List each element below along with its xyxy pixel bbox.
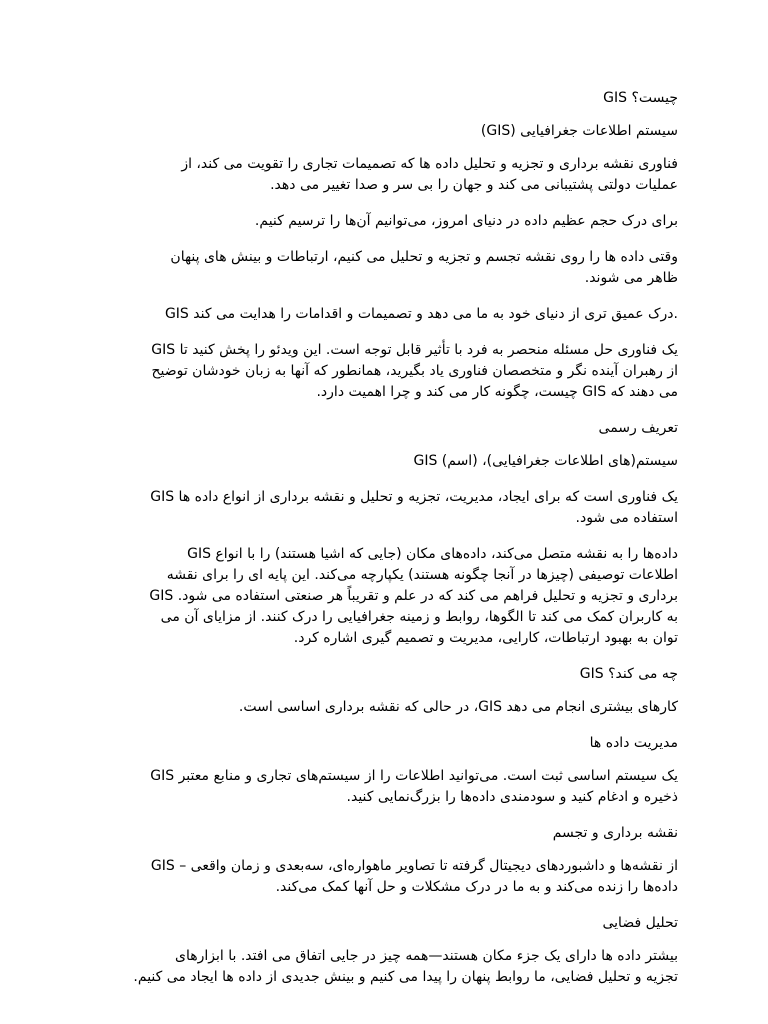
text-line: برداری و تجزیه و تحلیل فراهم می کند که در علم و تقریباً هر صنعتی استفاده می شود. GIS [149,588,678,604]
section-heading [90,121,678,142]
section-heading [90,88,678,109]
paragraph [90,154,678,196]
text-line: GIS چیست؟ [603,90,678,106]
text-line: توان به بهبود ارتباطات، کارایی، مدیریت و تصمیم گیری اشاره کرد. [293,630,678,646]
text-line: برای درک حجم عظیم داده در دنیای امروز، می‌توانیم آن‌ها را ترسیم کنیم. [254,213,678,229]
paragraph [90,211,678,232]
text-line: GIS (اسم) ،سیستم(های اطلاعات جغرافیایی) [413,453,678,469]
text-line: GIS – از نقشه‌ها و داشبوردهای دیجیتال گرفته تا تصاویر ماهواره‌ای، سه‌بعدی و زمان واقعی [150,858,678,874]
text-line: بیشتر داده ها دارای یک جزء مکان هستند—همه چیز در جایی اتفاق می افتد. با ابزارهای [175,948,678,964]
section-heading [90,823,678,844]
paragraph [90,340,678,403]
section-heading [90,913,678,934]
text-line: تحلیل فضایی [602,915,678,931]
text-line: فناوری نقشه برداری و تجزیه و تحلیل داده ها که تصمیمات تجاری را تقویت می کند، از [181,156,678,172]
section-heading [90,733,678,754]
text-line: اطلاعات توصیفی (چیزها در آنجا چگونه هستند) یکپارچه می‌کند. این پایه ای را برای نقشه [166,567,678,583]
text-line: وقتی داده ها را روی نقشه تجسم و تجزیه و تحلیل می کنیم، ارتباطات و بینش های پنهان [170,249,678,265]
text-line: ظاهر می شوند. [584,270,678,286]
text-line: یک فناوری حل مسئله منحصر به فرد با تأثیر قابل توجه است. این ویدئو را پخش کنید تا GIS [151,342,678,358]
document-body [90,88,678,988]
text-line: یک فناوری است که برای ایجاد، مدیریت، تجزیه و تحلیل و نقشه برداری از انواع داده ها GIS [150,489,678,505]
text-line: یک سیستم اساسی ثبت است. می‌توانید اطلاعات را از سیستم‌های تجاری و منابع معتبر GIS [150,768,678,784]
text-line: می دهند که GIS چیست، چگونه کار می کند و چرا اهمیت دارد. [316,384,678,400]
text-line: تجزیه و تحلیل فضایی، ما روابط پنهان را پیدا می کنیم و بینش جدیدی از داده ها ایجاد می کنیم. [133,969,678,985]
text-line: نقشه برداری و تجسم [552,825,678,841]
text-line: داده‌ها را به نقشه متصل می‌کند، داده‌های مکان (جایی که اشیا هستند) را با انواع GIS [187,546,678,562]
section-heading [90,418,678,439]
paragraph [90,856,678,898]
text-line: داده‌ها را زنده می‌کند و به ما در درک مشکلات و حل آنها کمک می‌کند. [275,879,678,895]
text-line: GIS چه می کند؟ [579,666,678,682]
text-line: مدیریت داده ها [589,735,678,751]
paragraph [90,697,678,718]
text-line: به کاربران کمک می کند تا الگوها، روابط و زمینه جغرافیایی را درک کنند. از مزایای آن می [160,609,678,625]
text-line: استفاده می شود. [575,510,678,526]
paragraph [90,304,678,325]
paragraph [90,766,678,808]
text-line: از رهبران آینده نگر و متخصصان فناوری یاد بگیرید، همانطور که آنها به زبان خودشان توضیح [151,363,678,379]
text-line: ذخیره و ادغام کنید و سودمندی داده‌ها را بزرگ‌نمایی کنید. [346,789,678,805]
text-line: سیستم اطلاعات جغرافیایی (GIS) [480,123,678,139]
paragraph [90,946,678,988]
text-line: GIS درک عمیق تری از دنیای خود به ما می دهد و تصمیمات و اقدامات را هدایت می کند. [164,306,678,322]
paragraph [90,451,678,472]
text-line: کارهای بیشتری انجام می دهد GIS، در حالی که نقشه برداری اساسی است. [238,699,678,715]
paragraph [90,544,678,649]
section-heading [90,664,678,685]
paragraph [90,247,678,289]
text-line: تعریف رسمی [598,420,678,436]
text-line: عملیات دولتی پشتیبانی می کند و جهان را بی سر و صدا تغییر می دهد. [270,177,678,193]
paragraph [90,487,678,529]
